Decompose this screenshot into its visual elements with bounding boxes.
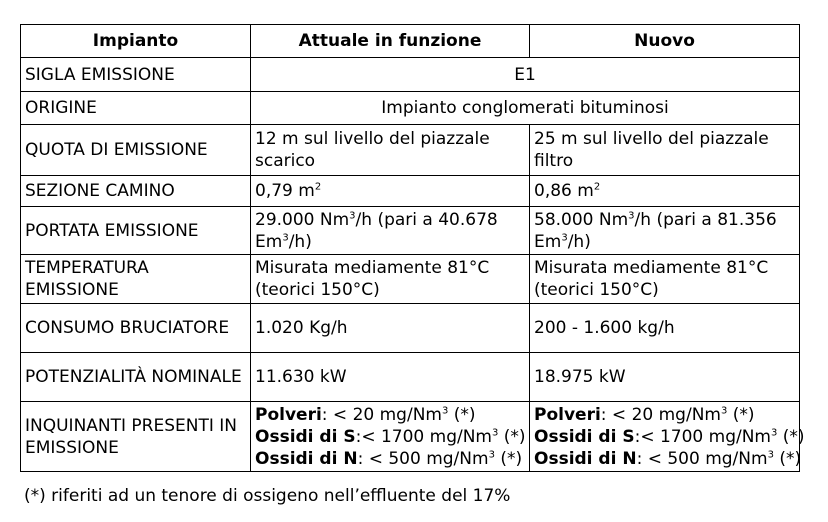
superscript: 2	[314, 181, 322, 193]
inquinanti-attuale	[251, 402, 530, 472]
value-text: /h (pari a 81.356 Em	[534, 209, 777, 252]
table-row	[21, 92, 800, 125]
sezione-nuovo	[530, 176, 800, 207]
polveri-value: : < 20 mg/Nm	[600, 404, 721, 425]
potenzialita-nuovo: 18.975 kW	[530, 353, 800, 402]
superscript: 3	[349, 209, 356, 221]
ossidi-n-line	[534, 448, 802, 470]
polveri-value: : < 20 mg/Nm	[321, 404, 442, 425]
superscript: 3	[767, 448, 774, 460]
note-ref: (*)	[448, 404, 476, 425]
note-ref: (*)	[494, 448, 523, 469]
emission-spec-table	[20, 24, 805, 472]
header-impianto: Impianto	[21, 25, 251, 58]
table-row	[21, 255, 800, 304]
ossidi-s-value: :< 1700 mg/Nm	[634, 426, 771, 447]
ossidi-n-line	[255, 448, 525, 470]
value-text: /h)	[567, 231, 591, 252]
row-label: CONSUMO BRUCIATORE	[21, 304, 251, 353]
superscript: 2	[593, 181, 601, 193]
ossidi-s-value: :< 1700 mg/Nm	[355, 426, 492, 447]
sezione-attuale	[251, 176, 530, 207]
portata-nuovo	[530, 207, 800, 255]
polveri-label: Polveri	[255, 404, 322, 425]
row-label: INQUINANTI PRESENTI IN EMISSIONE	[21, 402, 251, 472]
consumo-attuale: 1.020 Kg/h	[251, 304, 530, 353]
potenzialita-attuale: 11.630 kW	[251, 353, 530, 402]
superscript: 3	[492, 426, 499, 438]
ossidi-n-label: Ossidi di N	[534, 448, 637, 469]
ossidi-s-label: Ossidi di S	[255, 426, 356, 447]
superscript: 3	[771, 426, 778, 438]
row-label: POTENZIALITÀ NOMINALE	[21, 353, 251, 402]
superscript: 3	[628, 209, 635, 221]
row-label: TEMPERATURA EMISSIONE	[21, 255, 251, 304]
note-ref: (*)	[773, 448, 802, 469]
header-nuovo: Nuovo	[530, 25, 800, 58]
superscript: 3	[441, 404, 449, 416]
row-label: SEZIONE CAMINO	[21, 176, 251, 207]
ossidi-s-line	[255, 426, 525, 448]
consumo-nuovo: 200 - 1.600 kg/h	[530, 304, 800, 353]
quota-attuale: 12 m sul livello del piazzale scarico	[251, 125, 530, 176]
value-text: 29.000 Nm	[255, 209, 350, 230]
superscript: 3	[282, 231, 289, 243]
portata-attuale	[251, 207, 530, 255]
sigla-value: E1	[251, 58, 800, 92]
polveri-label: Polveri	[534, 404, 601, 425]
value-text: 58.000 Nm	[534, 209, 629, 230]
value-text: 0,79 m	[255, 181, 315, 201]
row-label: PORTATA EMISSIONE	[21, 207, 251, 255]
note-ref: (*)	[777, 426, 805, 447]
note-ref: (*)	[498, 426, 526, 447]
ossidi-n-label: Ossidi di N	[255, 448, 358, 469]
table-row	[21, 353, 800, 402]
ossidi-n-value: : < 500 mg/Nm	[357, 448, 489, 469]
temperatura-nuovo: Misurata mediamente 81°C (teorici 150°C)	[530, 255, 800, 304]
ossidi-n-value: : < 500 mg/Nm	[636, 448, 768, 469]
polveri-line	[255, 404, 525, 426]
polveri-line	[534, 404, 795, 426]
table-row	[21, 304, 800, 353]
ossidi-s-label: Ossidi di S	[534, 426, 635, 447]
table-row	[21, 125, 800, 176]
inquinanti-nuovo	[530, 402, 805, 472]
origine-value: Impianto conglomerati bituminosi	[251, 92, 800, 125]
ossidi-s-line	[534, 426, 805, 448]
header-attuale: Attuale in funzione	[251, 25, 530, 58]
value-text: /h (pari a 40.678 Em	[255, 209, 498, 252]
value-text: /h)	[288, 231, 312, 252]
superscript: 3	[561, 231, 568, 243]
table-row	[21, 207, 800, 255]
superscript: 3	[488, 448, 495, 460]
table-row	[21, 176, 800, 207]
value-text: 0,86 m	[534, 181, 594, 201]
footnote: (*) riferiti ad un tenore di ossigeno nell’effluente del 17%	[24, 486, 511, 506]
table-row	[21, 402, 800, 472]
header-row	[21, 25, 800, 58]
quota-nuovo: 25 m sul livello del piazzale filtro	[530, 125, 800, 176]
note-ref: (*)	[727, 404, 755, 425]
temperatura-attuale: Misurata mediamente 81°C (teorici 150°C)	[251, 255, 530, 304]
row-label: ORIGINE	[21, 92, 251, 125]
table-row	[21, 58, 800, 92]
row-label: SIGLA EMISSIONE	[21, 58, 251, 92]
row-label: QUOTA DI EMISSIONE	[21, 125, 251, 176]
superscript: 3	[720, 404, 728, 416]
